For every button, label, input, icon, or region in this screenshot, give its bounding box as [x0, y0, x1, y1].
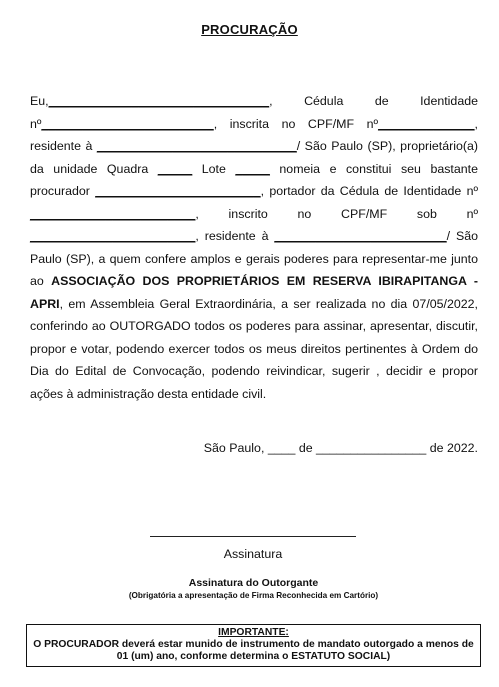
grantor-signature-title: Assinatura do Outorgante — [188, 577, 319, 589]
body-text-segment: , em Assembleia Geral Extraordinária, a ser realizada no dia 07/05/2022, conferindo ao OUTORGADO todos os poderes para assinar, apresentar, discutir, propor e votar, podendo exercer todos os meus direitos pertinentes à Ordem do Dia do Edital de Convocação, podendo reivindicar, sugerir , decidir e propor ações à administração desta entidade civil. — [30, 296, 478, 401]
date-line: São Paulo, ____ de ________________ de 2022. — [203, 441, 478, 455]
signature-label: Assinatura — [223, 547, 283, 561]
body-text-segment: , Cédula de Identidade nº — [30, 94, 478, 131]
important-text: O PROCURADOR deverá estar munido de instrumento de mandato outorgado a menos de 01 (um) ano, conforme determina o ESTATUTO SOCIAL) — [33, 639, 474, 662]
attorney-cpf-blank: ________________________ — [30, 229, 196, 243]
attorney-id-blank: ________________________ — [30, 206, 196, 221]
body-text-segment: , inscrito no CPF/MF sob nº — [195, 206, 478, 221]
cpf-blank: ______________ — [378, 116, 475, 131]
association-name: ASSOCIAÇÃO DOS PROPRIETÁRIOS EM RESERVA IBIRAPITANGA - APRI — [30, 274, 478, 311]
body-text-segment: Lote — [192, 161, 236, 176]
body-text-segment: / São Paulo (SP), proprietário(a) da unidade Quadra — [30, 139, 478, 176]
body-text-segment: / São Paulo (SP), a quem confere amplos e gerais poderes para representar-me junto ao — [30, 229, 478, 288]
lote-blank: _____ — [235, 161, 270, 176]
address-blank: _____________________________ — [96, 139, 297, 153]
body-text-segment: , residente à — [195, 229, 275, 243]
name-blank: ________________________________ — [48, 94, 270, 108]
signature-line — [150, 536, 356, 537]
body-text-segment: nomeia e constitui seu bastante procurador — [30, 161, 478, 198]
important-notice-box — [26, 624, 481, 667]
body-text-segment: , inscrita no CPF/MF nº — [213, 116, 379, 131]
attorney-name-blank: ________________________ — [95, 184, 261, 198]
quadra-blank: _____ — [157, 161, 193, 176]
document-body — [30, 90, 478, 405]
attorney-address-blank: _________________________ — [274, 229, 447, 243]
body-paragraph — [30, 90, 478, 405]
grantor-signature-note: (Obrigatória a apresentação de Firma Reconhecida em Cartório) — [128, 591, 379, 600]
body-text-segment: , portador da Cédula de Identidade nº — [260, 184, 478, 198]
body-text-segment: Eu, — [30, 94, 49, 108]
body-text-segment: , residente à — [30, 116, 478, 153]
important-heading: IMPORTANTE: — [218, 627, 289, 638]
document-title: PROCURAÇÃO — [201, 22, 298, 37]
id-number-blank: _________________________ — [41, 116, 214, 131]
